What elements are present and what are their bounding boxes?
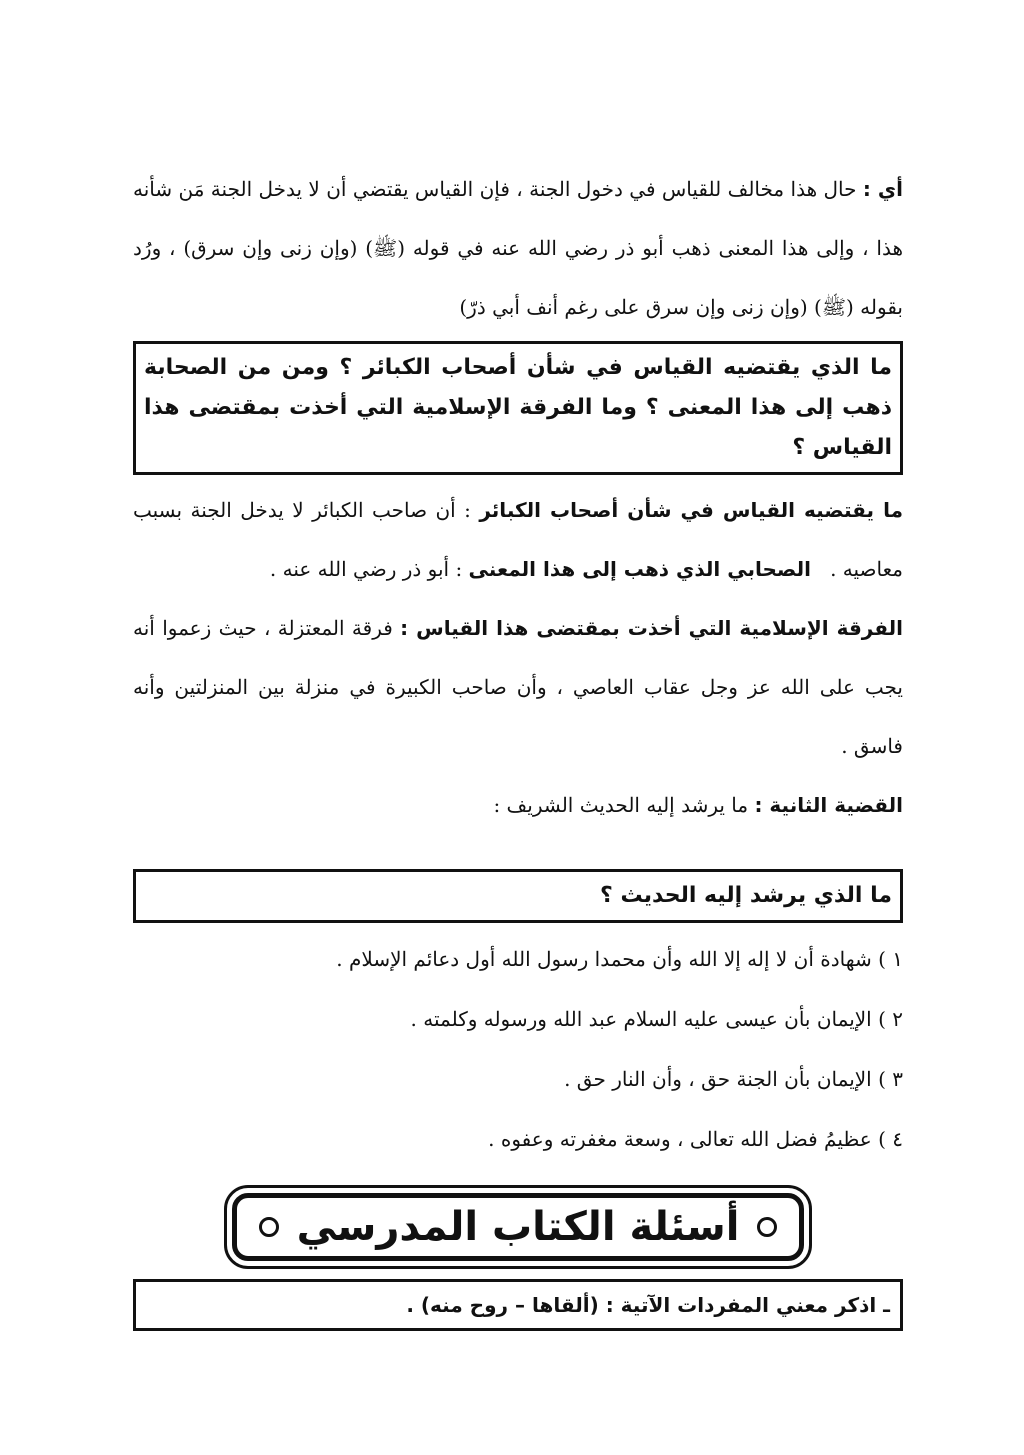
answer-paragraph-2 <box>133 599 903 776</box>
answer-a-text: : أن صاحب الكبائر لا يدخل الجنة بسبب معاصيه . <box>133 498 903 581</box>
spacer <box>133 835 903 865</box>
section-banner <box>232 1193 805 1261</box>
circle-ornament-icon <box>259 1217 279 1237</box>
intro-text: حال هذا مخالف للقياس في دخول الجنة ، فإن القياس يقتضي أن لا يدخل الجنة مَن شأنه هذا ، وإلى هذا المعنى ذهب أبو ذر رضي الله عنه في قوله (ﷺ) (وإن زنى وإن سرق) ، ورُد بقوله (ﷺ) (وإن زنى وإن سرق على رغم أنف أبي ذرّ) <box>133 177 903 319</box>
point-1: ١ ) شهادة أن لا إله إلا الله وأن محمدا رسول الله أول دعائم الإسلام . <box>336 947 903 971</box>
exercise-box: ـ اذكر معني المفردات الآتية : (ألقاها – روح منه) . <box>133 1279 903 1331</box>
question-box-2: ما الذي يرشد إليه الحديث ؟ <box>133 869 903 923</box>
answer-b-text: : أبو ذر رضي الله عنه . <box>269 557 469 581</box>
answer-paragraph-1 <box>133 481 903 599</box>
point-2: ٢ ) الإيمان بأن عيسى عليه السلام عبد الله ورسوله وكلمته . <box>410 1007 903 1031</box>
answer-c-text: فرقة المعتزلة ، حيث زعموا أنه يجب على الله عز وجل عقاب العاصي ، وأن صاحب الكبيرة في منزلة بين المنزلتين وأنه فاسق . <box>133 616 903 758</box>
question-box-1: ما الذي يقتضيه القياس في شأن أصحاب الكبائر ؟ ومن من الصحابة ذهب إلى هذا المعنى ؟ وما الفرقة الإسلامية التي أخذت بمقتضى هذا القياس ؟ <box>133 341 903 475</box>
issue-2-heading <box>133 776 903 835</box>
issue-2-text: ما يرشد إليه الحديث الشريف : <box>493 793 755 817</box>
banner-wrap <box>133 1193 903 1261</box>
answer-a-label: ما يقتضيه القياس في شأن أصحاب الكبائر <box>479 498 903 522</box>
point-4: ٤ ) عظيمُ فضل الله تعالى ، وسعة مغفرته وعفوه . <box>488 1127 903 1151</box>
circle-ornament-icon <box>757 1217 777 1237</box>
answer-c-label: الفرقة الإسلامية التي أخذت بمقتضى هذا القياس : <box>400 616 903 640</box>
intro-lead: أي : <box>862 177 903 201</box>
issue-2-label: القضية الثانية : <box>754 793 903 817</box>
banner-title: أسئلة الكتاب المدرسي <box>296 1204 740 1250</box>
answer-b-label: الصحابي الذي ذهب إلى هذا المعنى <box>468 557 811 581</box>
page <box>133 160 903 1331</box>
intro-paragraph <box>133 160 903 337</box>
point-3: ٣ ) الإيمان بأن الجنة حق ، وأن النار حق . <box>564 1067 903 1091</box>
